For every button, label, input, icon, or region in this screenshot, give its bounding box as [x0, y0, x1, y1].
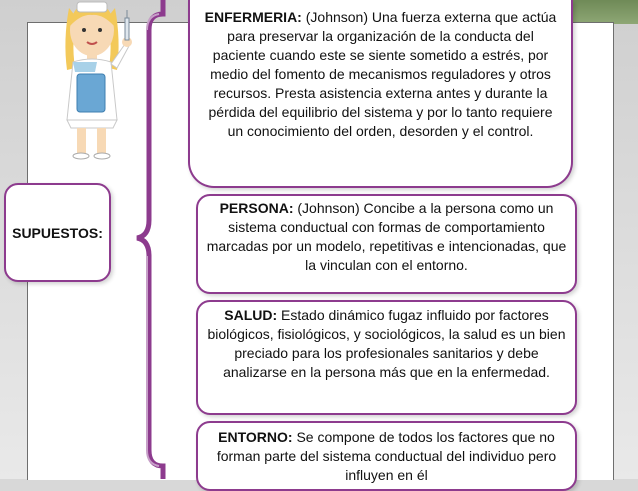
salud-term: SALUD: — [224, 307, 278, 323]
entorno-text: Se compone de todos los factores que no forman parte del sistema conductual del individuo pero influyen en él — [216, 429, 557, 483]
persona-term: PERSONA: — [219, 200, 294, 216]
salud-box — [196, 300, 577, 415]
enfermeria-text: (Johnson) Una fuerza externa que actúa para preservar la organización de la conducta del paciente cuando este se siente sometido a estrés, por medio del fomento de mecanismos reguladores y otros recursos. Presta asistencia externa antes y durante la pérdida del equilibrio del sistema y por lo tanto requiere un conocimiento del orden, desorden y el control. — [208, 9, 557, 139]
supuestos-label — [4, 183, 111, 282]
supuestos-text: SUPUESTOS: — [12, 224, 103, 241]
nurse-illustration-icon — [37, 0, 147, 160]
enfermeria-box — [188, 0, 573, 188]
persona-text: (Johnson) Concibe a la persona como un sistema conductual con formas de comportamiento marcadas por un modelo, repetitivas e intencionadas, que la vinculan con el entorno. — [206, 200, 567, 273]
brace-connector — [133, 0, 169, 479]
entorno-box — [196, 421, 577, 491]
salud-text: Estado dinámico fugaz influido por factores biológicos, fisiológicos, y sociológicos, la salud es un bien preciado para los profesionales sanitarios y debe analizarse en la persona más que en la enfermedad. — [207, 307, 566, 380]
entorno-term: ENTORNO: — [218, 429, 293, 445]
enfermeria-term: ENFERMERIA: — [204, 9, 302, 25]
persona-box — [196, 194, 577, 294]
